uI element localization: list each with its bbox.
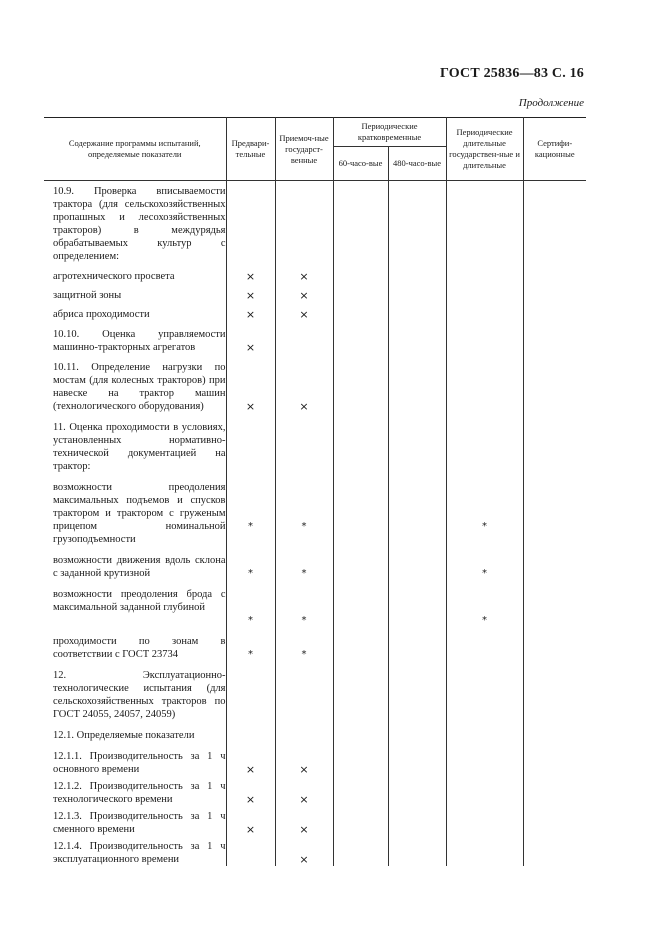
test-program-table: [44, 117, 586, 866]
row-text: 12.1.1. Производительность за 1 ч основного времени: [53, 751, 226, 775]
table-row: [44, 473, 586, 546]
prelim-mark: ×: [245, 823, 256, 836]
row-text: 12. Эксплуатационно-технологические испытания (для сельскохозяйственных тракторов по ГОСТ 24055, 24057, 24059): [53, 670, 226, 720]
prelim-mark: *: [248, 615, 253, 626]
col-header-content: Содержание программы испытаний, определяемые показатели: [44, 118, 226, 181]
accept-mark: *: [301, 568, 307, 579]
row-text: 12.1. Определяемые показатели: [53, 730, 195, 741]
table-row: [44, 263, 586, 283]
table-row: [44, 721, 586, 742]
continuation-label: Продолжение: [518, 97, 584, 109]
accept-mark: ×: [299, 853, 309, 866]
row-text: возможности движения вдоль склона с заданной крутизной: [53, 555, 226, 579]
table-row: [44, 413, 586, 473]
col-header-60h: 60-часо-вые: [333, 147, 388, 181]
table-row: [44, 283, 586, 302]
table-row: [44, 302, 586, 321]
prelim-mark: ×: [245, 270, 256, 283]
table-row: [44, 181, 586, 264]
accept-mark: ×: [299, 763, 309, 776]
accept-mark: *: [301, 649, 307, 660]
prelim-mark: ×: [245, 341, 256, 354]
prelim-mark: ×: [245, 793, 256, 806]
col-header-periodic-long: Периодические длительные государствен-ные и длительные: [446, 118, 523, 181]
col-header-acceptance: Приемоч-ные государст-венные: [275, 118, 333, 181]
row-text: 12.1.3. Производительность за 1 ч сменного времени: [53, 811, 226, 835]
row-text: защитной зоны: [53, 290, 122, 301]
row-text: возможности преодоления максимальных подъемов и спусков трактором и трактором с груженым прицепом номинальной грузоподъемности: [53, 482, 226, 545]
row-text: 10.11. Определение нагрузки по мостам (для колесных тракторов) при навеске на трактор машин (технологического оборудования): [53, 362, 226, 412]
table-row: [44, 354, 586, 413]
accept-mark: ×: [299, 823, 309, 836]
prelim-mark: ×: [245, 289, 256, 302]
document-code: ГОСТ 25836—83 С. 16: [440, 66, 584, 81]
row-text: 10.9. Проверка вписываемости трактора (для сельскохозяйственных пропашных и лесохозяйственных тракторов) в междурядья обрабатываемых культур с определением:: [53, 186, 226, 262]
row-text: 12.1.2. Производительность за 1 ч технологического времени: [53, 781, 226, 805]
row-text: проходимости по зонам в соответствии с ГОСТ 23734: [53, 636, 226, 660]
prelim-mark: *: [248, 521, 253, 532]
col-header-480h: 480-часо-вые: [388, 147, 446, 181]
table-row: [44, 776, 586, 806]
table-row: [44, 742, 586, 776]
row-text: агротехнического просвета: [53, 271, 175, 282]
accept-mark: *: [301, 521, 307, 532]
row-text: 12.1.4. Производительность за 1 ч эксплуатационного времени: [53, 841, 226, 865]
table-row: [44, 836, 586, 866]
table-row: [44, 321, 586, 354]
prelim-mark: ×: [245, 763, 256, 776]
col-header-certification: Сертифи-кационные: [523, 118, 586, 181]
row-text: 10.10. Оценка управляемости машинно-тракторных агрегатов: [53, 329, 226, 353]
col-header-preliminary: Предвари-тельные: [226, 118, 275, 181]
accept-mark: ×: [299, 400, 309, 413]
prelim-mark: *: [248, 649, 253, 660]
row-text: абриса проходимости: [53, 309, 150, 320]
table-row: [44, 627, 586, 661]
table-row: [44, 806, 586, 836]
row-text: возможности преодоления брода с максимальной заданной глубиной: [53, 589, 226, 613]
accept-mark: *: [301, 615, 307, 626]
prelim-mark: *: [248, 568, 253, 579]
accept-mark: ×: [299, 793, 309, 806]
accept-mark: ×: [299, 270, 309, 283]
table-row: [44, 580, 586, 627]
periodic-long-mark: *: [482, 615, 487, 626]
periodic-long-mark: *: [482, 521, 487, 532]
table-row: [44, 661, 586, 721]
prelim-mark: ×: [245, 400, 256, 413]
col-header-periodic-short: Периодические кратковременные: [333, 118, 446, 147]
prelim-mark: ×: [245, 308, 256, 321]
row-text: 11. Оценка проходимости в условиях, установленных нормативно-технической документацией на трактор:: [53, 422, 226, 472]
accept-mark: ×: [299, 308, 309, 321]
table-row: [44, 546, 586, 580]
periodic-long-mark: *: [482, 568, 487, 579]
accept-mark: ×: [299, 289, 309, 302]
